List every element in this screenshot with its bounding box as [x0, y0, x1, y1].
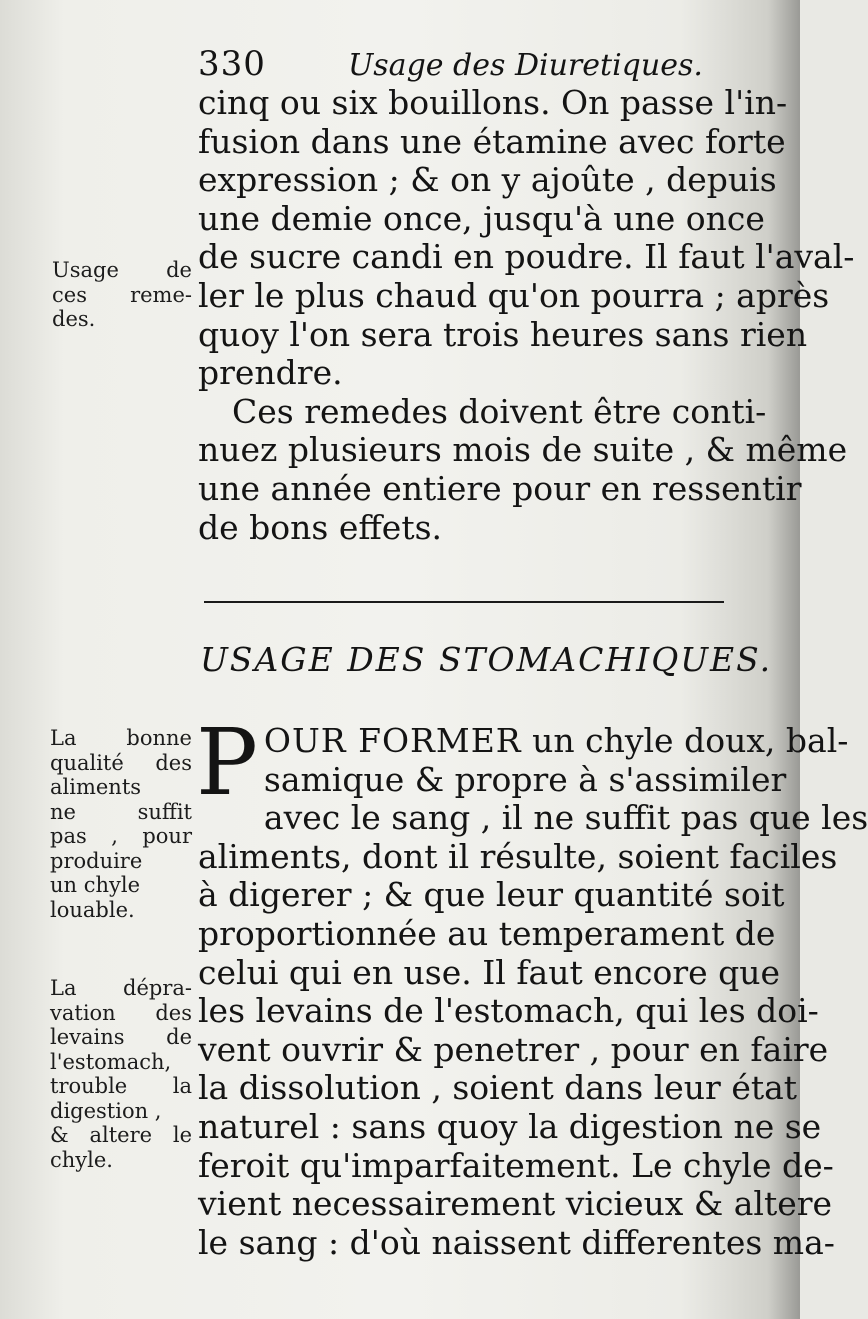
text-line: proportionnée au temperament de [198, 913, 776, 953]
margin-note-line: qualité des [50, 750, 192, 775]
text-line: fusion dans une étamine avec forte [198, 121, 786, 161]
text-line: quoy l'on sera trois heures sans rien [198, 314, 808, 354]
margin-note-usage [52, 258, 192, 332]
text-line: une année entiere pour en ressentir [198, 468, 802, 508]
text-line: vient necessairement vicieux & altere [198, 1184, 833, 1224]
text-line: expression ; & on y ajoûte , depuis [198, 160, 777, 200]
text-fragment: un chyle doux, bal- [521, 721, 849, 760]
text-line [198, 721, 849, 761]
body-text-lower [196, 709, 868, 1262]
text-line: feroit qu'imparfaitement. Le chyle de- [198, 1145, 834, 1185]
paragraph-continuation [198, 391, 848, 547]
text-line: le sang : d'où naissent differentes ma- [198, 1222, 835, 1262]
text-line: aliments, dont il résulte, soient faciles [198, 836, 838, 876]
margin-note-line: vation des [50, 1000, 192, 1025]
text-line: une demie once, jusqu'à une once [198, 198, 765, 238]
text-line: les levains de l'estomach, qui les doi- [198, 991, 819, 1031]
text-line: ler le plus chaud qu'on pourra ; après [198, 275, 830, 315]
margin-note-line: pas , pour [50, 824, 192, 848]
small-caps-opening: OUR FORMER [263, 721, 522, 760]
margin-note-line: louable. [50, 897, 135, 922]
text-line: de bons effets. [198, 507, 443, 547]
text-line: naturel : sans quoy la digestion ne se [198, 1106, 822, 1146]
running-title: Usage des Diuretiques. [348, 48, 703, 83]
text-line: vent ouvrir & penetrer , pour en faire [198, 1029, 829, 1069]
margin-note-line: des. [52, 307, 96, 331]
text-line: à digerer ; & que leur quantité soit [198, 875, 785, 915]
margin-note-depravation [50, 976, 192, 1172]
margin-note-line: La dépra- [50, 976, 192, 1000]
text-line: Ces remedes doivent être conti- [232, 391, 767, 431]
margin-note-line: & altere le [50, 1123, 192, 1147]
body-text-upper [198, 83, 855, 547]
margin-note-line: digestion , [50, 1098, 162, 1123]
margin-note-line: chyle. [50, 1147, 113, 1172]
paragraph-infusion [198, 83, 855, 393]
text-line: de sucre candi en poudre. Il faut l'aval- [198, 237, 855, 277]
margin-note-line: levains de [50, 1025, 192, 1049]
text-line: avec le sang , il ne suffit pas que les [263, 798, 868, 838]
page-number: 330 [198, 44, 266, 84]
margin-note-line: produire [50, 848, 143, 873]
section-divider [204, 601, 724, 603]
text-line: nuez plusieurs mois de suite , & même [198, 430, 848, 470]
margin-note-line: l'estomach, [50, 1049, 172, 1074]
text-line: prendre. [198, 353, 343, 393]
text-line: cinq ou six bouillons. On passe l'in- [198, 83, 788, 122]
margin-note-line: un chyle [50, 873, 141, 897]
page-header [198, 44, 758, 88]
section-title: USAGE DES STOMACHIQUES. [200, 640, 773, 679]
margin-note-line: La bonne [50, 726, 192, 750]
margin-note-line: aliments [50, 775, 142, 799]
margin-note-line: Usage de [52, 258, 192, 282]
text-line: la dissolution , soient dans leur état [198, 1068, 798, 1108]
margin-note-line: ne suffit [50, 799, 192, 824]
margin-note-line: trouble la [50, 1074, 192, 1098]
margin-note-quality [50, 726, 192, 922]
margin-note-line: ces reme- [52, 282, 192, 307]
paragraph-stomachics [196, 709, 868, 1262]
drop-cap: P [196, 709, 258, 816]
text-line: samique & propre à s'assimiler [263, 759, 787, 799]
text-line: celui qui en use. Il faut encore que [198, 952, 781, 992]
